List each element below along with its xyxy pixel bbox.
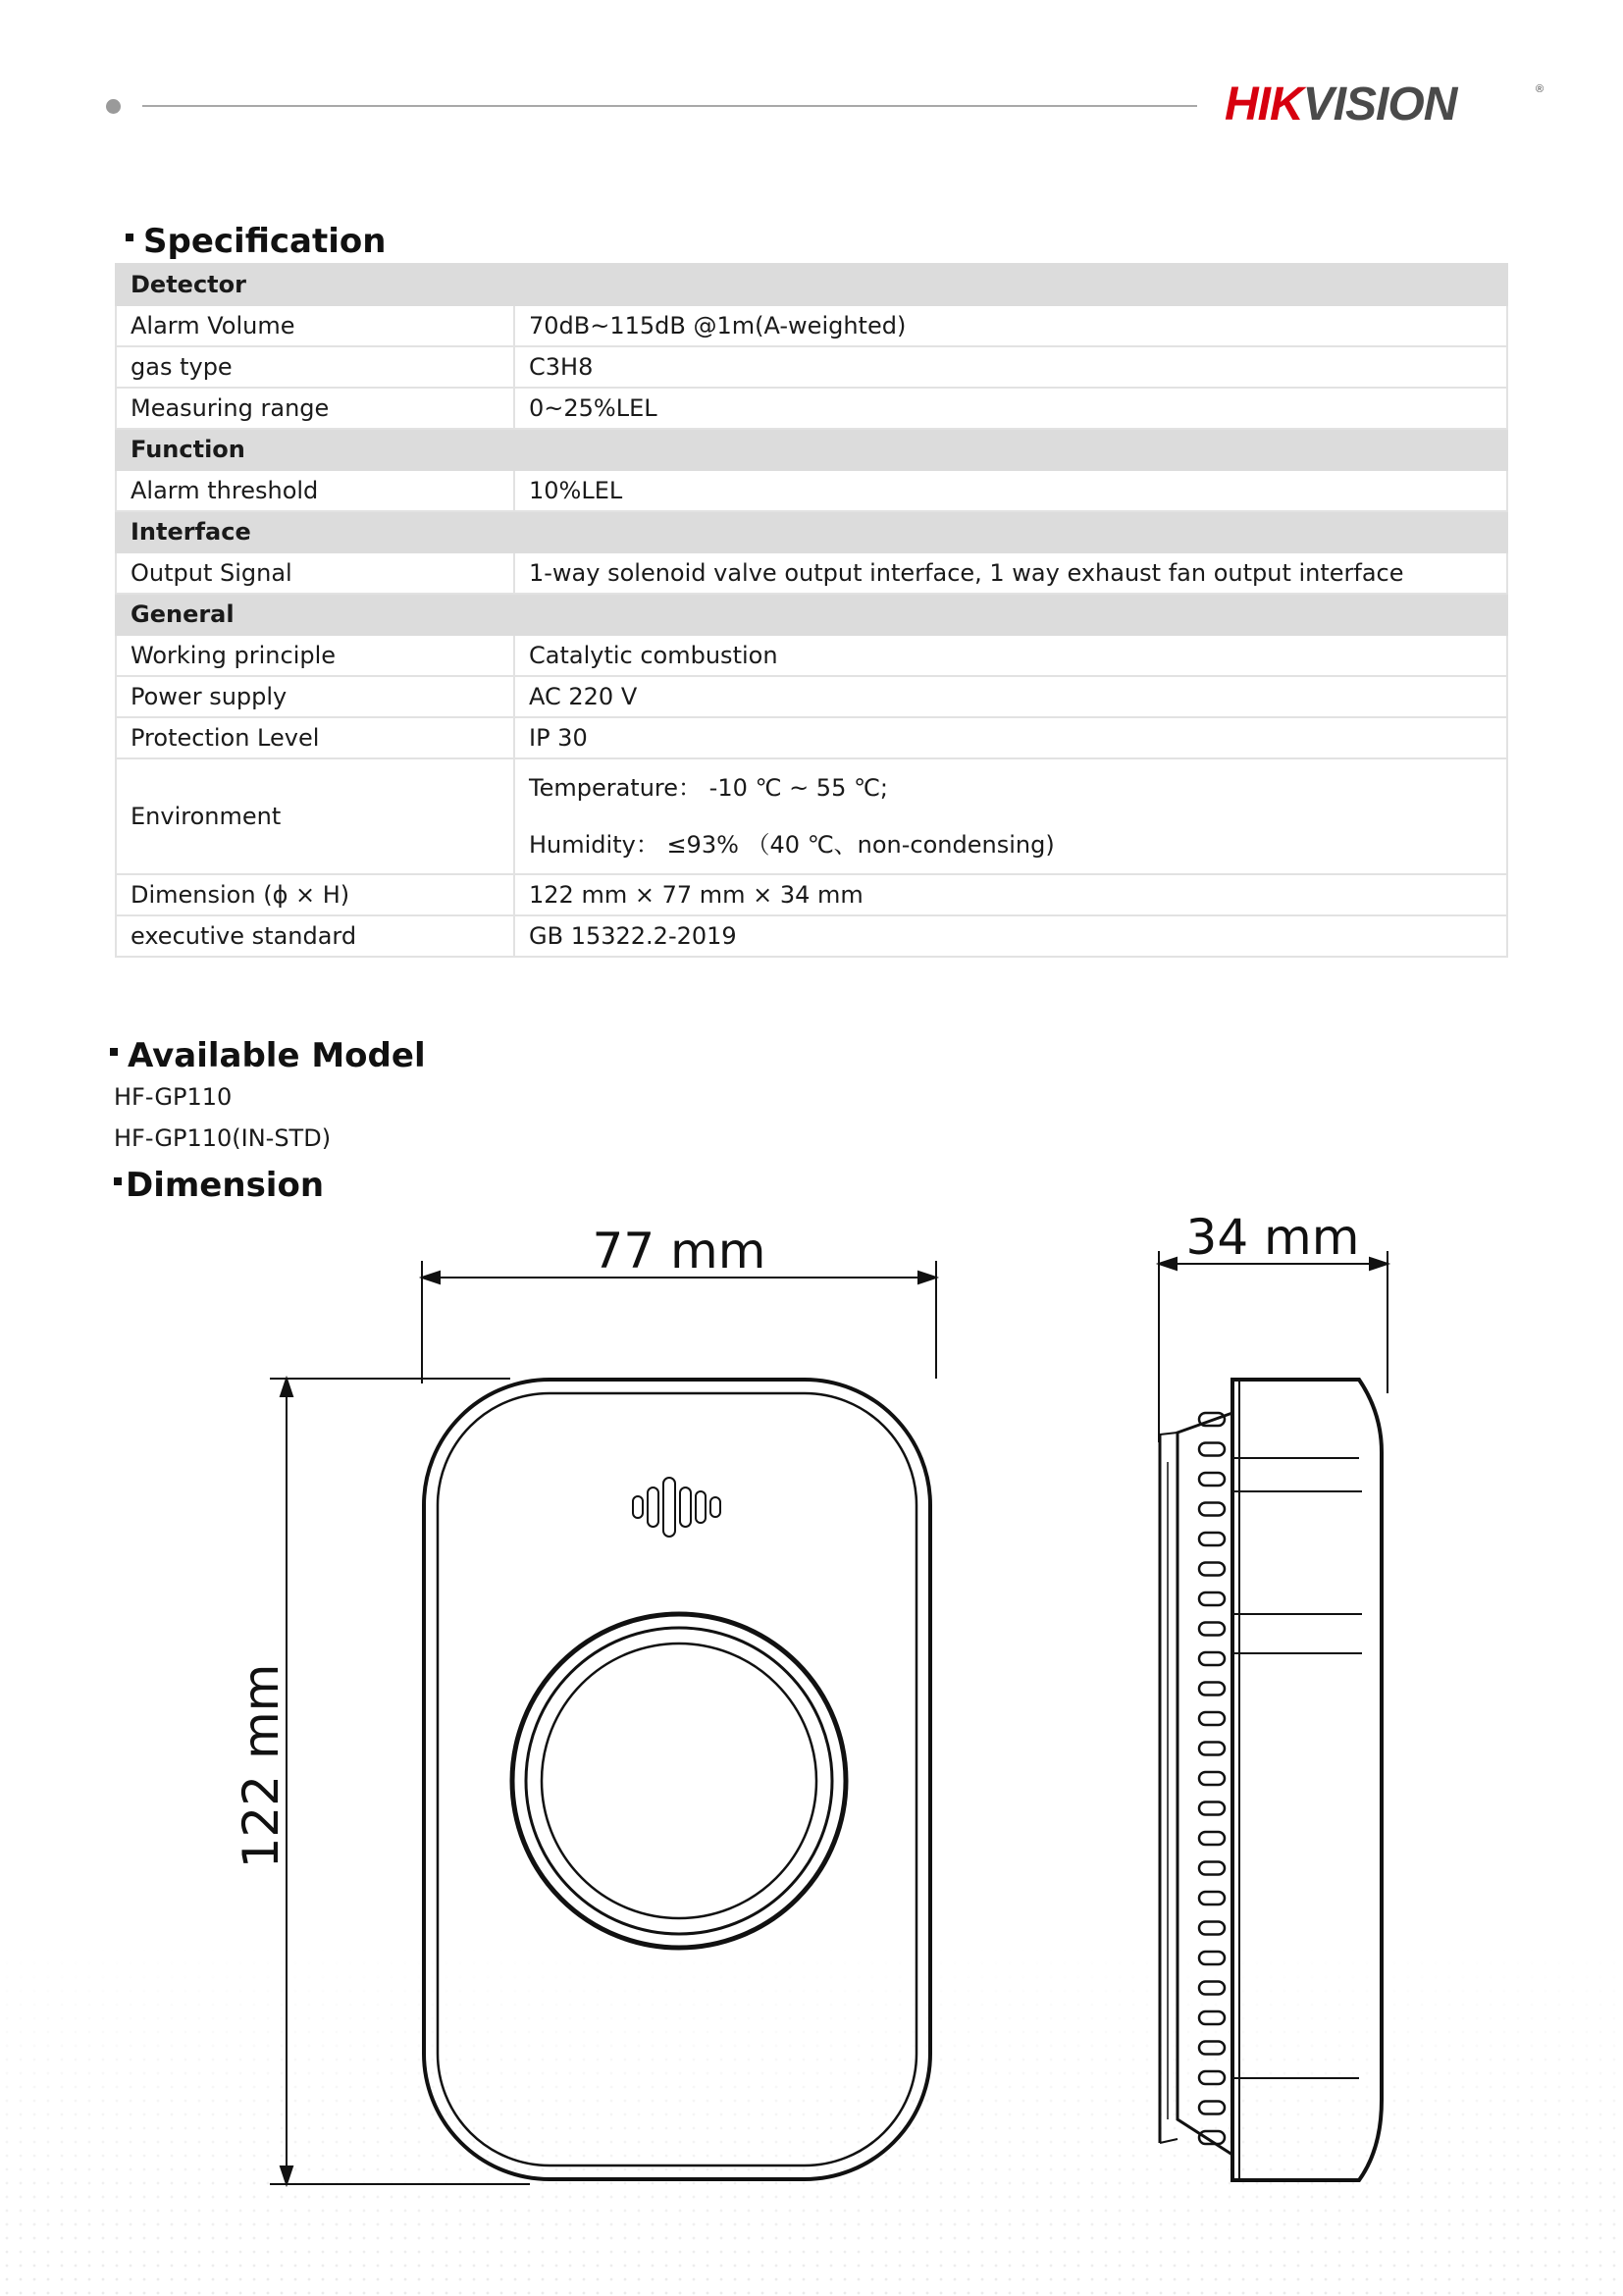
row-value: [514, 758, 1507, 874]
temperature-line: Temperature： -10 ℃ ~ 55 ℃;: [529, 774, 889, 802]
row-value: IP 30: [514, 717, 1507, 758]
row-value: C3H8: [514, 346, 1507, 388]
table-row: [116, 676, 1507, 717]
row-label: Alarm threshold: [116, 470, 514, 511]
dimension-heading: Dimension: [114, 1166, 324, 1205]
row-label: Measuring range: [116, 388, 514, 429]
height-dimension-label: 122 mm: [233, 1663, 289, 1869]
table-row: [116, 305, 1507, 346]
vent-slot: [1199, 1712, 1225, 1725]
row-label: executive standard: [116, 915, 514, 957]
vent-slot: [1199, 2102, 1225, 2114]
vent-slot: [1199, 1802, 1225, 1815]
row-label: Output Signal: [116, 552, 514, 594]
row-value: 122 mm × 77 mm × 34 mm: [514, 874, 1507, 915]
group-label: General: [116, 594, 1507, 635]
table-row: [116, 717, 1507, 758]
row-value: AC 220 V: [514, 676, 1507, 717]
vent-slot: [1199, 1592, 1225, 1605]
vent-slot: [1199, 1982, 1225, 1995]
table-row: [116, 470, 1507, 511]
bullet-square-icon: [126, 234, 133, 241]
depth-dimension-label: 34 mm: [1185, 1209, 1360, 1266]
humidity-line: Humidity： ≤93% （40 ℃、non-condensing): [529, 831, 1055, 859]
model-item: HF-GP110: [114, 1083, 233, 1111]
svg-text:HIKVISION: HIKVISION: [1225, 78, 1457, 130]
vent-slot: [1199, 1832, 1225, 1845]
vent-slot: [1199, 1503, 1225, 1516]
table-row: [116, 388, 1507, 429]
vent-slot: [1199, 1772, 1225, 1785]
vent-slot: [1199, 1563, 1225, 1576]
header-dot: [106, 99, 121, 114]
group-label: Function: [116, 429, 1507, 470]
row-label: Environment: [116, 758, 514, 874]
specification-heading: Specification: [126, 222, 386, 261]
row-value: 1-way solenoid valve output interface, 1 way exhaust fan output interface: [514, 552, 1507, 594]
row-label: Alarm Volume: [116, 305, 514, 346]
table-row: [116, 552, 1507, 594]
vent-slot: [1199, 1652, 1225, 1665]
header-rule: [142, 105, 1197, 107]
vent-slot: [1199, 1473, 1225, 1486]
table-row: [116, 758, 1507, 874]
vent-slot: [1199, 1743, 1225, 1755]
vent-slot: [1199, 1683, 1225, 1696]
svg-text:®: ®: [1536, 83, 1544, 95]
table-group-row: [116, 594, 1507, 635]
table-row: [116, 635, 1507, 676]
width-dimension-label: 77 mm: [592, 1223, 766, 1279]
hikvision-logo: [1225, 75, 1548, 130]
side-vents: [1199, 1413, 1225, 2144]
row-label: Working principle: [116, 635, 514, 676]
table-group-row: [116, 511, 1507, 552]
vent-slot: [1199, 1443, 1225, 1456]
vent-slot: [1199, 1623, 1225, 1636]
row-value: 70dB~115dB @1m(A-weighted): [514, 305, 1507, 346]
specification-table: [115, 263, 1508, 958]
vent-slot: [1199, 1952, 1225, 1964]
table-row: [116, 346, 1507, 388]
row-label: gas type: [116, 346, 514, 388]
model-item: HF-GP110(IN-STD): [114, 1124, 332, 1152]
bullet-square-icon: [110, 1048, 118, 1056]
row-label: Protection Level: [116, 717, 514, 758]
available-model-heading: Available Model: [110, 1036, 426, 1075]
row-value: 10%LEL: [514, 470, 1507, 511]
vent-slot: [1199, 1922, 1225, 1935]
table-group-row: [116, 264, 1507, 305]
vent-slot: [1199, 1862, 1225, 1875]
bullet-square-icon: [114, 1177, 122, 1185]
group-label: Detector: [116, 264, 1507, 305]
row-label: Dimension (ϕ × H): [116, 874, 514, 915]
table-group-row: [116, 429, 1507, 470]
vent-slot: [1199, 2011, 1225, 2024]
vent-slot: [1199, 2071, 1225, 2084]
vent-slot: [1199, 1892, 1225, 1905]
vent-slot: [1199, 2042, 1225, 2055]
table-row: [116, 874, 1507, 915]
row-value: GB 15322.2-2019: [514, 915, 1507, 957]
row-value: 0~25%LEL: [514, 388, 1507, 429]
row-value: Catalytic combustion: [514, 635, 1507, 676]
vent-slot: [1199, 1533, 1225, 1545]
row-label: Power supply: [116, 676, 514, 717]
table-row: [116, 915, 1507, 957]
dimension-drawing: [0, 1207, 1623, 2296]
group-label: Interface: [116, 511, 1507, 552]
